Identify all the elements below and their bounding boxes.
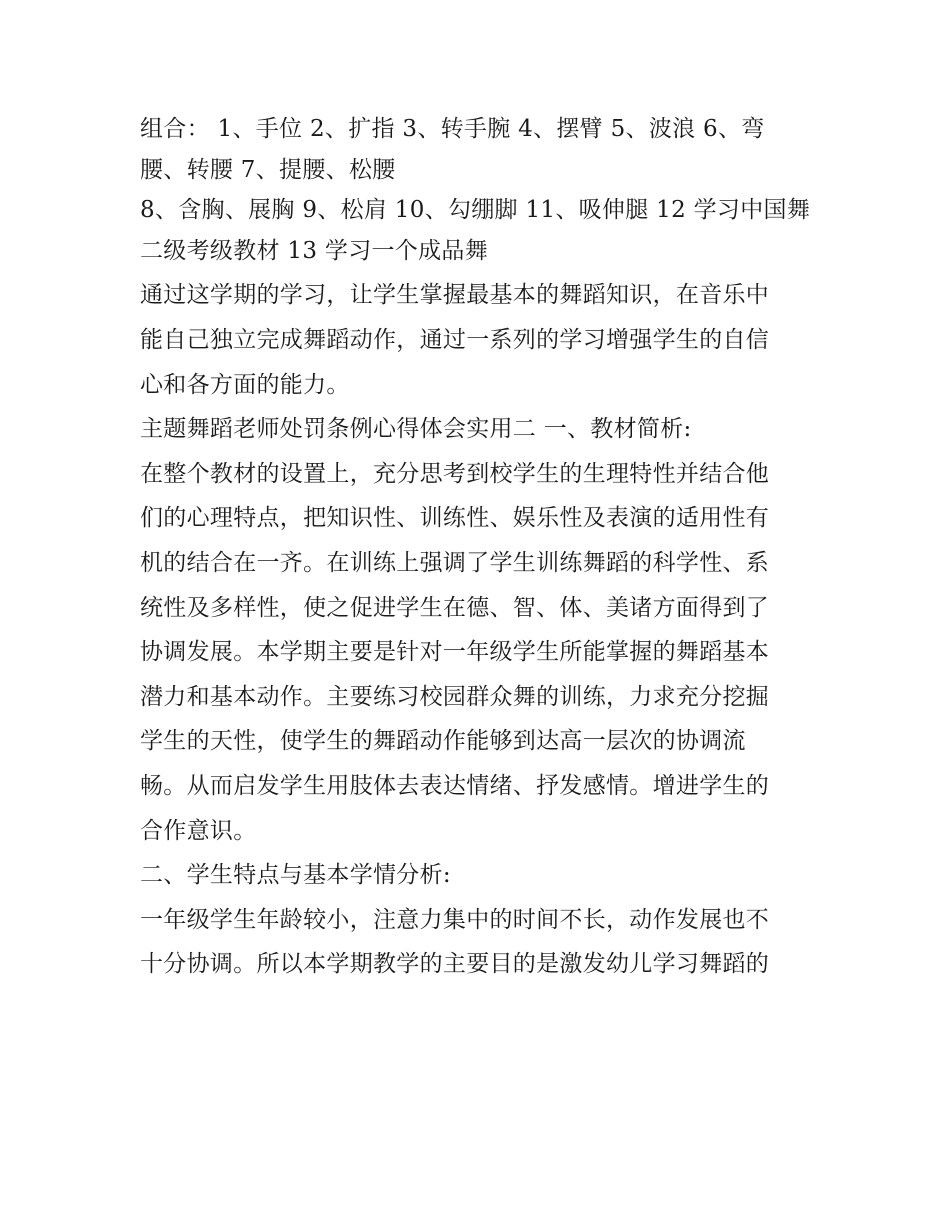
document-body xyxy=(140,109,820,985)
text-line: 二级考级教材 13 学习一个成品舞 xyxy=(140,237,488,264)
text-line: 组合： 1、手位 2、扩指 3、转手腕 4、摆臂 5、波浪 6、弯 xyxy=(140,116,765,142)
text-line: 统性及多样性，使之促进学生在德、智、体、美诸方面得到了 xyxy=(140,594,770,621)
text-line: 腰、转腰 7、提腰、松腰 xyxy=(140,156,396,183)
text-line: 们的心理特点，把知识性、训练性、娱乐性及表演的适用性有 xyxy=(140,505,770,532)
text-line: 潜力和基本动作。主要练习校园群众舞的训练，力求充分挖掘 xyxy=(140,683,770,710)
section-heading: 主题舞蹈老师处罚条例心得体会实用二 一、教材简析: xyxy=(140,416,692,443)
text-line: 8、含胸、展胸 9、松肩 10、勾绷脚 11、吸伸腿 12 学习中国舞 xyxy=(140,197,811,224)
text-line: 一年级学生年龄较小，注意力集中的时间不长，动作发展也不 xyxy=(140,906,770,933)
text-line: 在整个教材的设置上，充分思考到校学生的生理特性并结合他 xyxy=(140,460,770,487)
text-line: 协调发展。本学期主要是针对一年级学生所能掌握的舞蹈基本 xyxy=(140,639,770,666)
text-line: 通过这学期的学习，让学生掌握最基本的舞蹈知识，在音乐中 xyxy=(140,282,770,309)
text-line: 合作意识。 xyxy=(140,817,257,844)
section-heading: 二、学生特点与基本学情分析: xyxy=(140,862,451,889)
text-line: 心和各方面的能力。 xyxy=(140,371,350,398)
text-line: 学生的天性，使学生的舞蹈动作能够到达高一层次的协调流 xyxy=(140,728,746,755)
text-line: 十分协调。所以本学期教学的主要目的是激发幼儿学习舞蹈的 xyxy=(140,951,770,978)
text-line: 畅。从而启发学生用肢体去表达情绪、抒发感情。增进学生的 xyxy=(140,772,770,799)
text-line: 能自己独立完成舞蹈动作，通过一系列的学习增强学生的自信 xyxy=(140,326,770,353)
text-line: 机的结合在一齐。在训练上强调了学生训练舞蹈的科学性、系 xyxy=(140,549,770,576)
